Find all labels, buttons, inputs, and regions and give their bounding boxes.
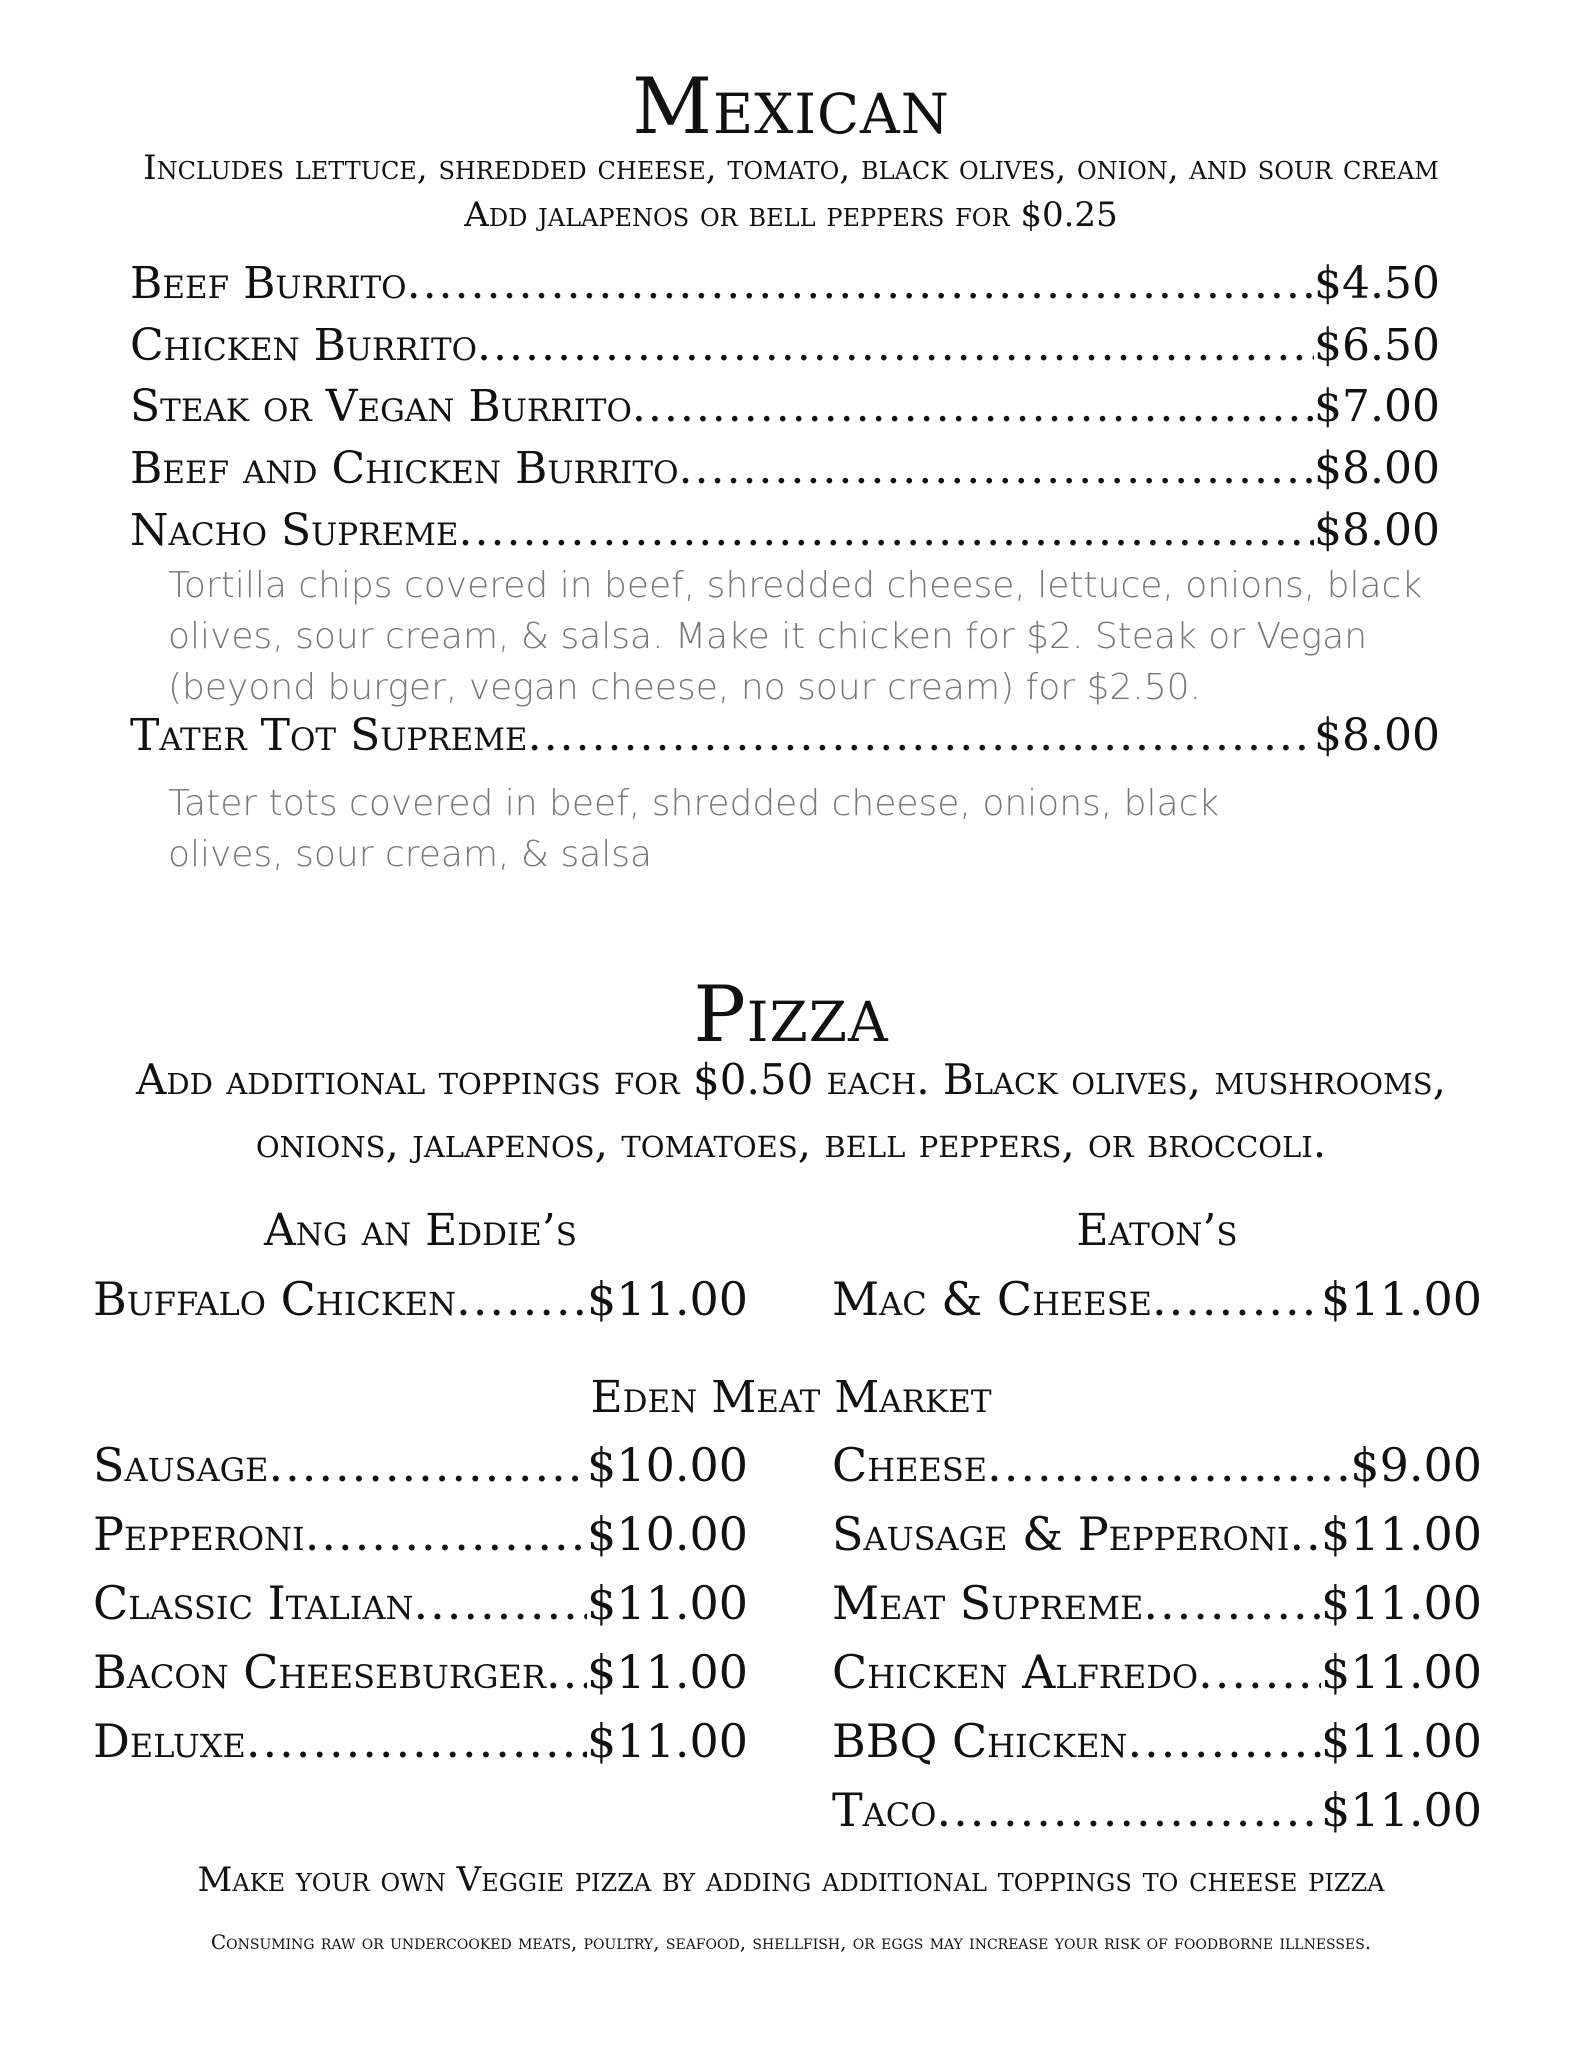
item-name: Sausage & Pepperoni — [832, 1507, 1290, 1561]
menu-item-taco — [832, 1783, 1482, 1843]
dot-leader — [456, 1272, 587, 1326]
item-name: BBQ Chicken — [832, 1714, 1128, 1768]
item-price: $11.00 — [1321, 1507, 1482, 1561]
pizza-toppings-note: Add additional toppings for $0.50 each. Black olives, mushrooms, — [136, 1055, 1446, 1104]
veggie-pizza-note: Make your own Veggie pizza by adding additional toppings to cheese pizza — [197, 1860, 1385, 1900]
mexican-includes-note: Includes lettuce, shredded cheese, tomato, black olives, onion, and sour cream — [143, 148, 1439, 188]
item-price: $8.00 — [1314, 505, 1440, 556]
dot-leader — [407, 258, 1314, 309]
menu-item-sausage — [93, 1438, 748, 1498]
item-price: $8.00 — [1314, 443, 1440, 494]
item-price: $11.00 — [587, 1645, 748, 1699]
menu-item-chicken-burrito — [130, 320, 1440, 376]
description-line: Tortilla chips covered in beef, shredded cheese, lettuce, onions, black — [168, 565, 1423, 606]
menu-item-beef-chicken-burrito — [130, 443, 1440, 499]
item-price: $4.50 — [1314, 258, 1440, 309]
dot-leader — [632, 381, 1314, 432]
dot-leader — [987, 1438, 1350, 1492]
item-price: $11.00 — [587, 1714, 748, 1768]
item-price: $11.00 — [1321, 1576, 1482, 1630]
dot-leader — [1127, 1714, 1321, 1768]
item-price: $11.00 — [1321, 1783, 1482, 1837]
shop-eden-meat-market: Eden Meat Market — [590, 1372, 992, 1423]
menu-item-bacon-cheeseburger — [93, 1645, 748, 1705]
item-name: Pepperoni — [93, 1507, 305, 1561]
description-line: (beyond burger, vegan cheese, no sour cream) for $2.50. — [168, 667, 1201, 708]
dot-leader — [305, 1507, 587, 1561]
item-price: $11.00 — [1321, 1645, 1482, 1699]
item-name: Classic Italian — [93, 1576, 414, 1630]
dot-leader — [679, 443, 1315, 494]
item-price: $11.00 — [587, 1272, 748, 1326]
description-line: Tater tots covered in beef, shredded cheese, onions, black — [168, 783, 1220, 824]
menu-item-steak-vegan-burrito — [130, 381, 1440, 437]
dot-leader — [937, 1783, 1322, 1837]
item-name: Taco — [832, 1783, 937, 1837]
menu-item-bbq-chicken — [832, 1714, 1482, 1774]
item-name: Meat Supreme — [832, 1576, 1144, 1630]
item-price: $6.50 — [1314, 320, 1440, 371]
item-name: Cheese — [832, 1438, 988, 1492]
description-line: olives, sour cream, & salsa — [168, 834, 653, 875]
tater-tot-supreme-description — [168, 778, 1219, 880]
item-name: Beef Burrito — [130, 258, 407, 309]
item-price: $7.00 — [1314, 381, 1440, 432]
item-price: $8.00 — [1314, 710, 1440, 761]
menu-item-nacho-supreme — [130, 505, 1440, 561]
menu-item-classic-italian — [93, 1576, 748, 1636]
menu-item-pepperoni — [93, 1507, 748, 1567]
item-name: Nacho Supreme — [130, 505, 459, 556]
item-name: Chicken Burrito — [130, 320, 478, 371]
dot-leader — [413, 1576, 587, 1630]
mexican-title: Mexican — [632, 62, 950, 152]
menu-item-meat-supreme — [832, 1576, 1482, 1636]
item-name: Buffalo Chicken — [93, 1272, 457, 1326]
nacho-supreme-description — [168, 560, 1422, 713]
dot-leader — [528, 710, 1314, 761]
pizza-toppings-list: onions, jalapenos, tomatoes, bell peppers, or broccoli. — [255, 1118, 1327, 1167]
menu-item-buffalo-chicken — [93, 1272, 748, 1332]
item-price: $10.00 — [587, 1507, 748, 1561]
dot-leader — [459, 505, 1315, 556]
dot-leader — [246, 1714, 587, 1768]
dot-leader — [477, 320, 1314, 371]
shop-ang-an-eddies: Ang an Eddie’s — [263, 1205, 578, 1256]
item-name: Bacon Cheeseburger — [93, 1645, 546, 1699]
food-safety-disclaimer: Consuming raw or undercooked meats, poultry, seafood, shellfish, or eggs may increase your risk of foodborne illnesses. — [210, 1930, 1372, 1954]
item-name: Steak or Vegan Burrito — [130, 381, 632, 432]
item-name: Chicken Alfredo — [832, 1645, 1199, 1699]
item-name: Beef and Chicken Burrito — [130, 443, 679, 494]
dot-leader — [1198, 1645, 1321, 1699]
item-price: $11.00 — [1321, 1272, 1482, 1326]
item-price: $9.00 — [1350, 1438, 1482, 1492]
item-price: $11.00 — [587, 1576, 748, 1630]
menu-item-tater-tot-supreme — [130, 710, 1440, 766]
item-price: $10.00 — [587, 1438, 748, 1492]
dot-leader — [1152, 1272, 1321, 1326]
menu-item-chicken-alfredo — [832, 1645, 1482, 1705]
menu-item-beef-burrito — [130, 258, 1440, 314]
item-name: Deluxe — [93, 1714, 246, 1768]
dot-leader — [1143, 1576, 1321, 1630]
dot-leader — [269, 1438, 587, 1492]
item-name: Mac & Cheese — [832, 1272, 1152, 1326]
menu-item-sausage-pepperoni — [832, 1507, 1482, 1567]
dot-leader — [1289, 1507, 1321, 1561]
menu-item-deluxe — [93, 1714, 748, 1774]
item-price: $11.00 — [1321, 1714, 1482, 1768]
description-line: olives, sour cream, & salsa. Make it chicken for $2. Steak or Vegan — [168, 616, 1368, 657]
menu-item-mac-cheese — [832, 1272, 1482, 1332]
item-name: Sausage — [93, 1438, 269, 1492]
mexican-addon-note: Add jalapenos or bell peppers for $0.25 — [464, 195, 1118, 235]
menu-item-cheese — [832, 1438, 1482, 1498]
pizza-title: Pizza — [693, 970, 889, 1060]
item-name: Tater Tot Supreme — [130, 710, 528, 761]
shop-eatons: Eaton’s — [1076, 1205, 1238, 1256]
dot-leader — [546, 1645, 587, 1699]
